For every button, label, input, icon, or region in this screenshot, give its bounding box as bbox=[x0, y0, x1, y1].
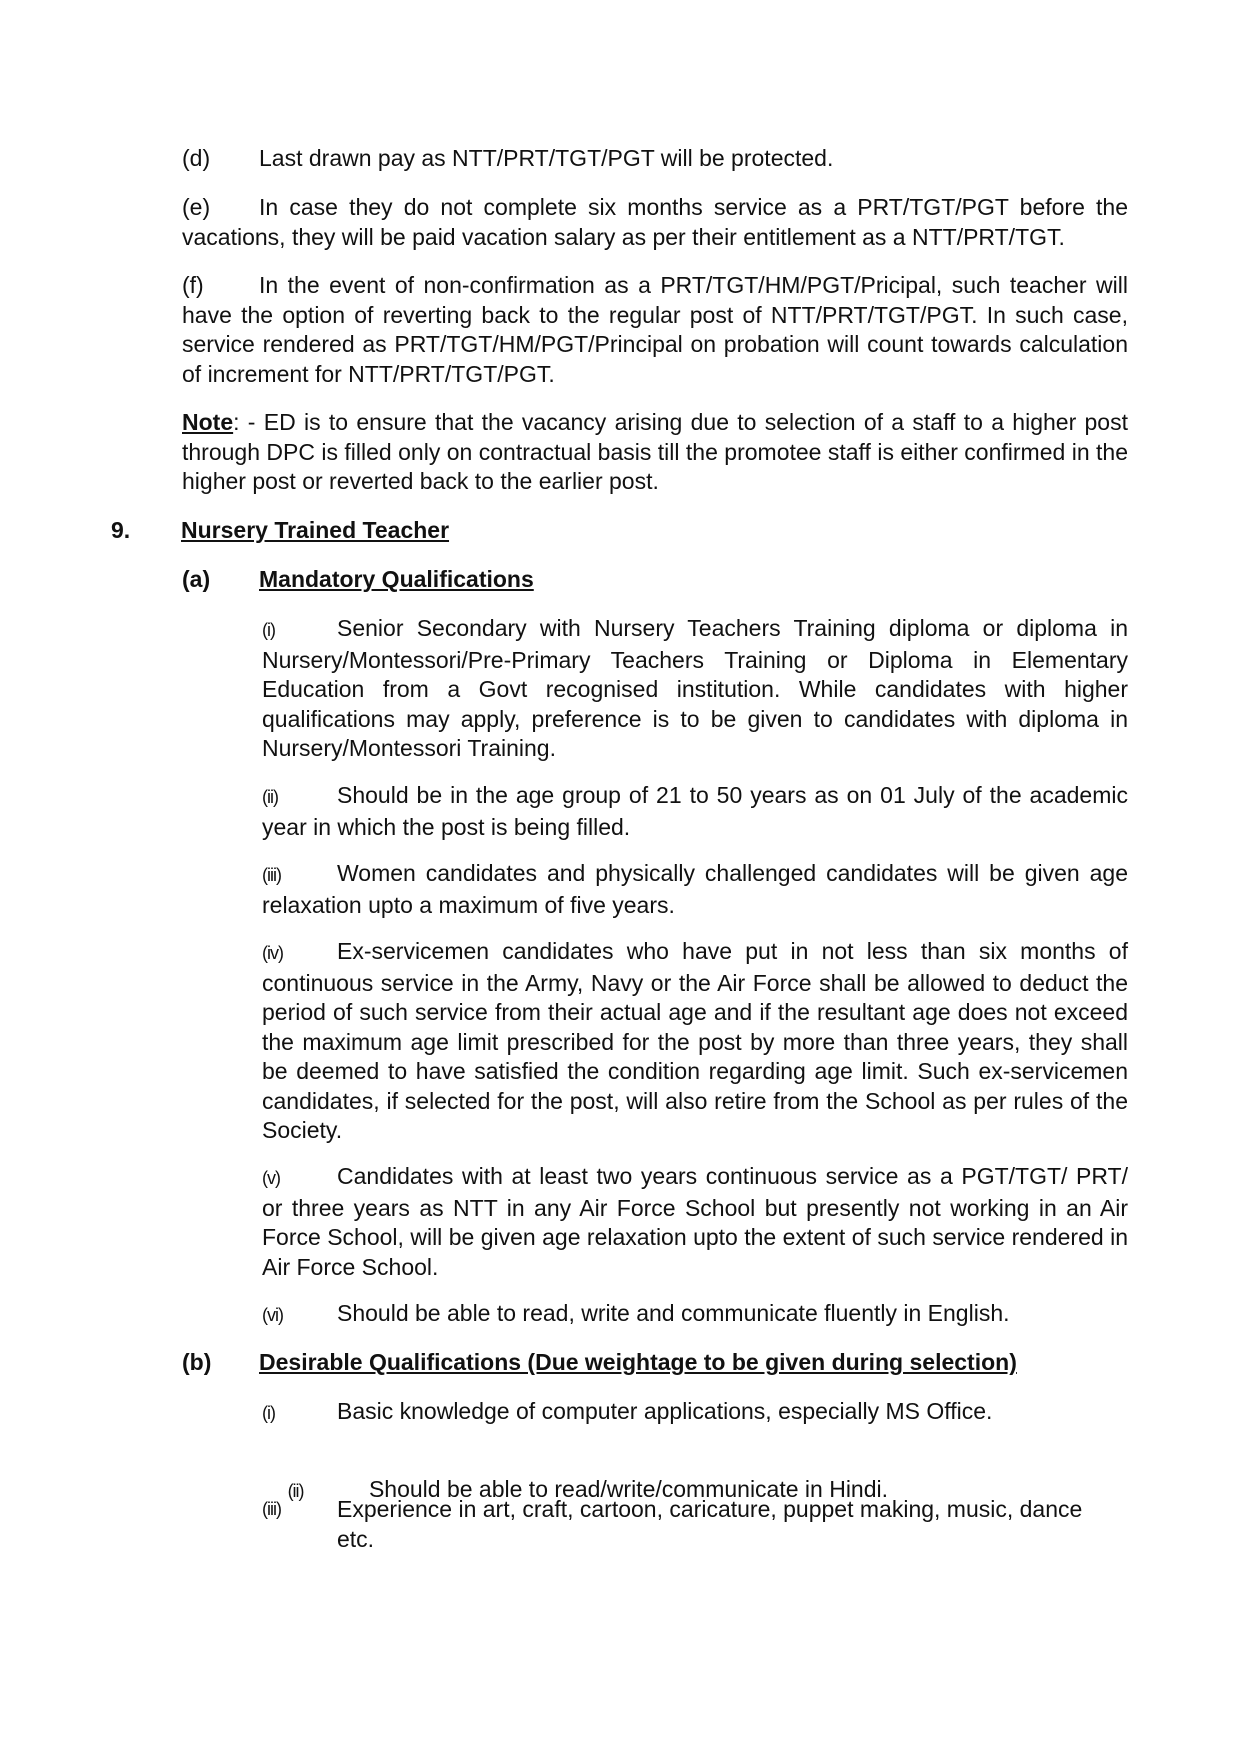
mandatory-item-iii bbox=[262, 859, 1128, 920]
desirable-item-iii bbox=[262, 1495, 1128, 1554]
desirable-title: Desirable Qualifications (Due weightage to be given during selection) bbox=[259, 1349, 1017, 1375]
item-text: Senior Secondary with Nursery Teachers Training diploma or diploma in Nursery/Montessori/Pre-Primary Teachers Training or Diploma in Elementary Education from a Govt recognised institution. While candidates with higher qualifications may apply, preference is to be given to candidates with diploma in Nursery/Montessori Training. bbox=[262, 615, 1128, 761]
item-number: (i) bbox=[262, 1403, 275, 1423]
mandatory-item-iv bbox=[262, 937, 1128, 1146]
item-number: (iv) bbox=[262, 943, 283, 963]
item-d bbox=[182, 144, 1128, 174]
item-number: (v) bbox=[262, 1168, 280, 1188]
desirable-item-i bbox=[262, 1397, 1128, 1429]
item-number: (vi) bbox=[262, 1305, 283, 1325]
desirable-heading bbox=[182, 1348, 1128, 1378]
desirable-label: (b) bbox=[182, 1349, 212, 1375]
item-label: (d) bbox=[182, 145, 211, 171]
item-text: Should be in the age group of 21 to 50 years as on 01 July of the academic year in which the post is being filled. bbox=[262, 782, 1128, 840]
mandatory-item-i bbox=[262, 614, 1128, 764]
note-label: Note bbox=[182, 409, 234, 435]
item-text: Experience in art, craft, cartoon, caricature, puppet making, music, dance etc. bbox=[337, 1496, 1083, 1552]
item-text: Ex-servicemen candidates who have put in not less than six months of continuous service in the Army, Navy or the Air Force shall be allowed to deduct the period of such service from their actual age and if the resultant age does not exceed the maximum age limit prescribed for the post by more than three years, they shall be deemed to have satisfied the condition regarding age limit. Such ex-servicemen candidates, if selected for the post, will also retire from the School as per rules of the Society. bbox=[262, 938, 1128, 1143]
item-number: (iii) bbox=[262, 865, 281, 885]
item-e bbox=[182, 193, 1128, 252]
item-text: Should be able to read/write/communicate in Hindi. bbox=[362, 1475, 889, 1502]
section-title: Nursery Trained Teacher bbox=[181, 517, 450, 543]
note-text: : - ED is to ensure that the vacancy arising due to selection of a staff to a higher post through DPC is filled only on contractual basis till the promotee staff is either confirmed in the higher post or reverted back to the earlier post. bbox=[182, 409, 1128, 494]
item-text: Women candidates and physically challenged candidates will be given age relaxation upto a maximum of five years. bbox=[262, 860, 1128, 918]
item-number: (ii) bbox=[287, 1480, 304, 1501]
item-text: Last drawn pay as NTT/PRT/TGT/PGT will be protected. bbox=[259, 145, 834, 171]
item-number: (i) bbox=[262, 620, 275, 640]
mandatory-heading bbox=[182, 565, 1082, 595]
mandatory-title: Mandatory Qualifications bbox=[259, 566, 534, 592]
section-number: 9. bbox=[111, 517, 131, 543]
mandatory-item-v bbox=[262, 1162, 1128, 1282]
item-text: In case they do not complete six months service as a PRT/TGT/PGT before the vacations, they will be paid vacation salary as per their entitlement as a NTT/PRT/TGT. bbox=[182, 194, 1128, 250]
item-label: (f) bbox=[182, 272, 204, 298]
item-f bbox=[182, 271, 1128, 389]
item-text: In the event of non-confirmation as a PRT/TGT/HM/PGT/Pricipal, such teacher will have the option of reverting back to the regular post of NTT/PRT/TGT/PGT. In such case, service rendered as PRT/TGT/HM/PGT/Principal on probation will count towards calculation of increment for NTT/PRT/TGT/PGT. bbox=[182, 272, 1128, 387]
section-heading bbox=[111, 516, 911, 546]
mandatory-label: (a) bbox=[182, 566, 211, 592]
item-text: Basic knowledge of computer applications, especially MS Office. bbox=[337, 1398, 993, 1424]
note-paragraph bbox=[182, 408, 1128, 497]
item-text: Candidates with at least two years continuous service as a PGT/TGT/ PRT/ or three years as NTT in any Air Force School but presently not working in an Air Force School, will be given age relaxation upto the extent of such service rendered in Air Force School. bbox=[262, 1163, 1128, 1280]
mandatory-item-vi bbox=[262, 1299, 1128, 1331]
item-label: (e) bbox=[182, 194, 211, 220]
item-number: (ii) bbox=[262, 787, 278, 807]
item-number: (iii) bbox=[262, 1499, 281, 1519]
mandatory-item-ii bbox=[262, 781, 1128, 842]
item-text: Should be able to read, write and communicate fluently in English. bbox=[337, 1300, 1010, 1326]
